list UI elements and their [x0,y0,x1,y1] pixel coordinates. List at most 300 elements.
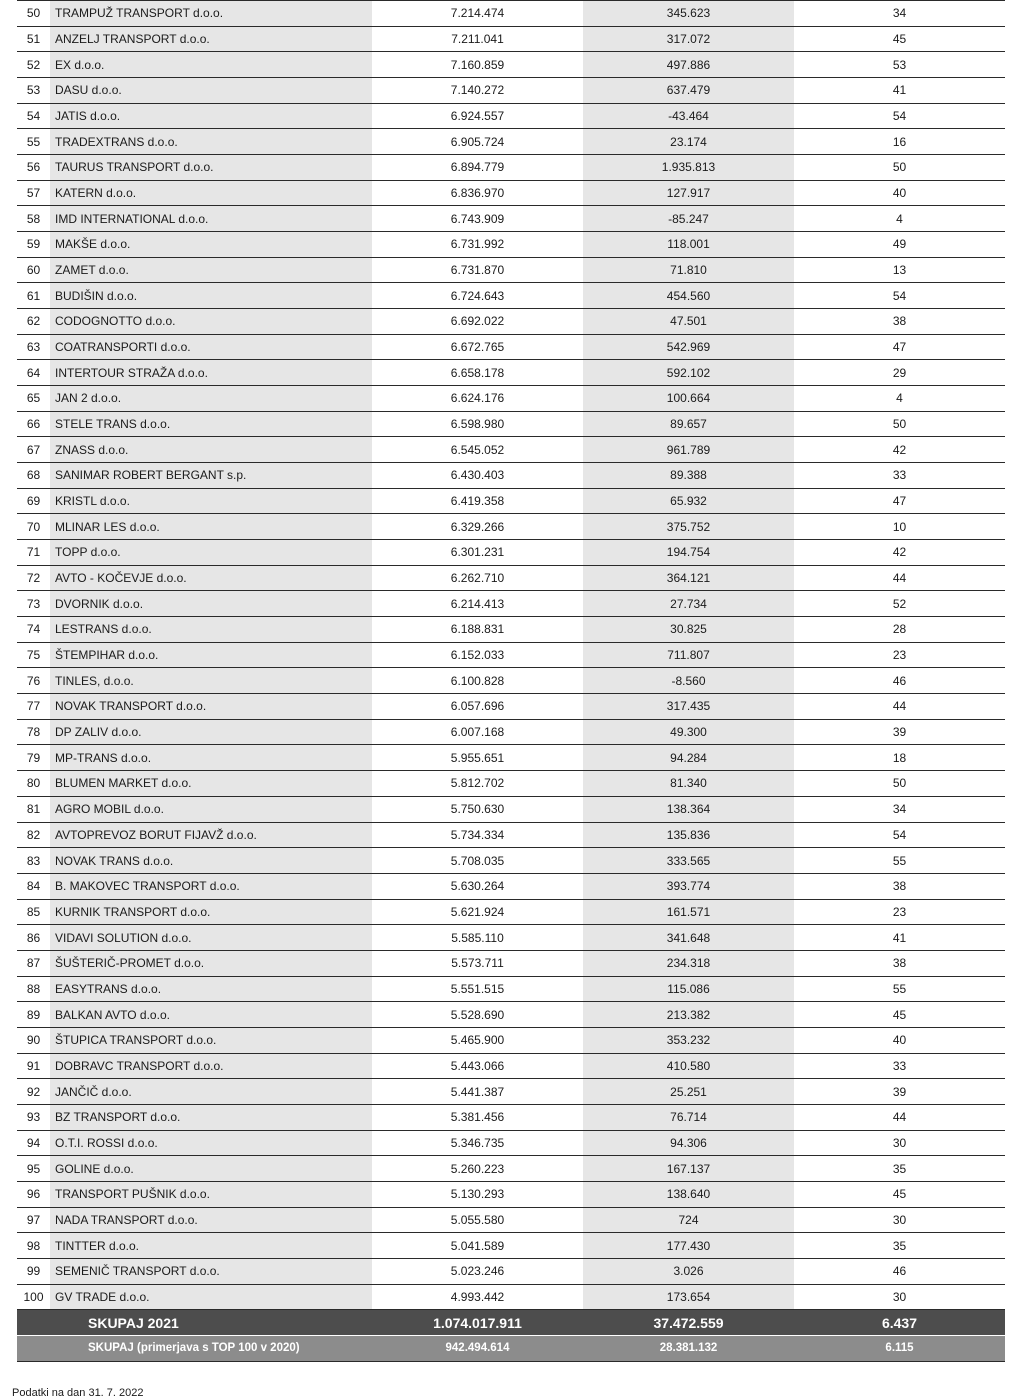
company-name-cell: KRISTL d.o.o. [50,488,372,514]
value-3-cell: 18 [794,745,1005,771]
value-2-cell: 138.364 [583,796,794,822]
value-2-cell: 25.251 [583,1079,794,1105]
value-1-cell: 6.100.828 [372,668,583,694]
company-name-cell: CODOGNOTTO d.o.o. [50,309,372,335]
company-name-cell: MAKŠE d.o.o. [50,232,372,258]
company-name-cell: AGRO MOBIL d.o.o. [50,796,372,822]
value-1-cell: 6.007.168 [372,719,583,745]
value-2-cell: 89.657 [583,411,794,437]
rank-cell: 77 [17,694,50,720]
table-row [17,180,1005,206]
company-name-cell: BALKAN AVTO d.o.o. [50,1002,372,1028]
value-3-cell: 34 [794,796,1005,822]
value-3-cell: 44 [794,565,1005,591]
value-2-cell: 317.072 [583,26,794,52]
rank-cell: 99 [17,1258,50,1284]
company-name-cell: COATRANSPORTI d.o.o. [50,334,372,360]
value-3-cell: 4 [794,206,1005,232]
table-row [17,1207,1005,1233]
company-name-cell: MLINAR LES d.o.o. [50,514,372,540]
value-1-cell: 5.441.387 [372,1079,583,1105]
value-3-cell: 45 [794,26,1005,52]
value-2-cell: 213.382 [583,1002,794,1028]
rank-cell: 76 [17,668,50,694]
comparison-label: SKUPAJ (primerjava s TOP 100 v 2020) [50,1335,372,1361]
value-2-cell: 47.501 [583,309,794,335]
table-row [17,78,1005,104]
value-1-cell: 7.140.272 [372,78,583,104]
rank-cell: 91 [17,1053,50,1079]
value-1-cell: 5.443.066 [372,1053,583,1079]
company-name-cell: AVTOPREVOZ BORUT FIJAVŽ d.o.o. [50,822,372,848]
table-row [17,463,1005,489]
table-row [17,642,1005,668]
rank-cell: 87 [17,950,50,976]
rank-cell: 73 [17,591,50,617]
ranking-table [17,0,1005,1362]
table-row [17,334,1005,360]
value-1-cell: 5.381.456 [372,1104,583,1130]
value-1-cell: 5.551.515 [372,976,583,1002]
total-value-1: 1.074.017.911 [372,1310,583,1336]
value-3-cell: 46 [794,1258,1005,1284]
value-3-cell: 35 [794,1156,1005,1182]
value-3-cell: 44 [794,1104,1005,1130]
rank-cell: 71 [17,540,50,566]
value-2-cell: 961.789 [583,437,794,463]
value-2-cell: 393.774 [583,873,794,899]
value-2-cell: 118.001 [583,232,794,258]
rank-cell: 55 [17,129,50,155]
value-1-cell: 6.924.557 [372,103,583,129]
rank-cell: 59 [17,232,50,258]
value-2-cell: 177.430 [583,1233,794,1259]
company-name-cell: TINTTER d.o.o. [50,1233,372,1259]
company-name-cell: VIDAVI SOLUTION d.o.o. [50,925,372,951]
company-name-cell: TRANSPORT PUŠNIK d.o.o. [50,1181,372,1207]
company-name-cell: TAURUS TRANSPORT d.o.o. [50,155,372,181]
rank-cell: 57 [17,180,50,206]
value-3-cell: 30 [794,1130,1005,1156]
value-1-cell: 5.528.690 [372,1002,583,1028]
company-name-cell: BUDIŠIN d.o.o. [50,283,372,309]
value-2-cell: 724 [583,1207,794,1233]
value-1-cell: 6.731.870 [372,257,583,283]
value-1-cell: 6.329.266 [372,514,583,540]
total-value-2: 37.472.559 [583,1310,794,1336]
table-row [17,360,1005,386]
value-1-cell: 6.658.178 [372,360,583,386]
value-1-cell: 5.734.334 [372,822,583,848]
table-row [17,1130,1005,1156]
company-name-cell: ZAMET d.o.o. [50,257,372,283]
comparison-row [17,1335,1005,1361]
value-2-cell: 1.935.813 [583,155,794,181]
company-name-cell: SEMENIČ TRANSPORT d.o.o. [50,1258,372,1284]
value-3-cell: 13 [794,257,1005,283]
value-2-cell: 81.340 [583,771,794,797]
value-1-cell: 6.262.710 [372,565,583,591]
rank-cell: 90 [17,1027,50,1053]
value-1-cell: 5.630.264 [372,873,583,899]
company-name-cell: JATIS d.o.o. [50,103,372,129]
value-1-cell: 6.188.831 [372,617,583,643]
value-3-cell: 45 [794,1002,1005,1028]
value-1-cell: 5.812.702 [372,771,583,797]
value-1-cell: 6.057.696 [372,694,583,720]
value-3-cell: 45 [794,1181,1005,1207]
company-name-cell: BZ TRANSPORT d.o.o. [50,1104,372,1130]
company-name-cell: MP-TRANS d.o.o. [50,745,372,771]
rank-cell: 53 [17,78,50,104]
rank-cell: 85 [17,899,50,925]
rank-cell: 68 [17,463,50,489]
rank-cell: 60 [17,257,50,283]
value-2-cell: 364.121 [583,565,794,591]
value-3-cell: 50 [794,411,1005,437]
company-name-cell: EASYTRANS d.o.o. [50,976,372,1002]
value-2-cell: 127.917 [583,180,794,206]
value-2-cell: 711.807 [583,642,794,668]
value-3-cell: 55 [794,848,1005,874]
rank-cell: 93 [17,1104,50,1130]
rank-cell: 52 [17,52,50,78]
value-3-cell: 46 [794,668,1005,694]
value-2-cell: 194.754 [583,540,794,566]
company-name-cell: KATERN d.o.o. [50,180,372,206]
value-3-cell: 29 [794,360,1005,386]
value-2-cell: 161.571 [583,899,794,925]
rank-cell: 69 [17,488,50,514]
company-name-cell: DOBRAVC TRANSPORT d.o.o. [50,1053,372,1079]
rank-cell: 89 [17,1002,50,1028]
table-row [17,386,1005,412]
value-1-cell: 6.731.992 [372,232,583,258]
table-row [17,488,1005,514]
value-1-cell: 6.624.176 [372,386,583,412]
value-2-cell: 317.435 [583,694,794,720]
company-name-cell: JAN 2 d.o.o. [50,386,372,412]
value-2-cell: 89.388 [583,463,794,489]
rank-cell: 51 [17,26,50,52]
rank-cell: 95 [17,1156,50,1182]
company-name-cell: KURNIK TRANSPORT d.o.o. [50,899,372,925]
value-3-cell: 40 [794,180,1005,206]
company-name-cell: IMD INTERNATIONAL d.o.o. [50,206,372,232]
rank-cell: 96 [17,1181,50,1207]
value-1-cell: 5.750.630 [372,796,583,822]
table-row [17,309,1005,335]
rank-cell: 65 [17,386,50,412]
table-row [17,976,1005,1002]
value-2-cell: 375.752 [583,514,794,540]
table-row [17,771,1005,797]
value-3-cell: 10 [794,514,1005,540]
table-row [17,617,1005,643]
company-name-cell: TRAMPUŽ TRANSPORT d.o.o. [50,1,372,27]
company-name-cell: TINLES, d.o.o. [50,668,372,694]
value-3-cell: 50 [794,771,1005,797]
value-1-cell: 5.346.735 [372,1130,583,1156]
table-row [17,565,1005,591]
company-name-cell: INTERTOUR STRAŽA d.o.o. [50,360,372,386]
value-3-cell: 39 [794,719,1005,745]
table-row [17,796,1005,822]
footnote: Podatki na dan 31. 7. 2022 [12,1387,144,1399]
company-name-cell: NOVAK TRANS d.o.o. [50,848,372,874]
value-2-cell: 3.026 [583,1258,794,1284]
rank-cell: 74 [17,617,50,643]
value-2-cell: 94.284 [583,745,794,771]
table-row [17,848,1005,874]
rank-cell: 81 [17,796,50,822]
rank-cell: 70 [17,514,50,540]
table-row [17,1053,1005,1079]
company-name-cell: LESTRANS d.o.o. [50,617,372,643]
company-name-cell: B. MAKOVEC TRANSPORT d.o.o. [50,873,372,899]
rank-cell: 94 [17,1130,50,1156]
value-1-cell: 4.993.442 [372,1284,583,1310]
value-2-cell: 333.565 [583,848,794,874]
value-1-cell: 5.465.900 [372,1027,583,1053]
ranking-table-body [17,1,1005,1310]
value-3-cell: 30 [794,1207,1005,1233]
company-name-cell: GOLINE d.o.o. [50,1156,372,1182]
value-2-cell: 353.232 [583,1027,794,1053]
table-row [17,1284,1005,1310]
rank-cell: 66 [17,411,50,437]
rank-cell: 82 [17,822,50,848]
table-row [17,719,1005,745]
table-row [17,822,1005,848]
value-2-cell: 71.810 [583,257,794,283]
table-row [17,411,1005,437]
rank-cell: 88 [17,976,50,1002]
company-name-cell: GV TRADE d.o.o. [50,1284,372,1310]
rank-cell: 56 [17,155,50,181]
value-2-cell: 173.654 [583,1284,794,1310]
rank-cell: 84 [17,873,50,899]
value-1-cell: 6.894.779 [372,155,583,181]
value-2-cell: 135.836 [583,822,794,848]
value-3-cell: 54 [794,283,1005,309]
company-name-cell: DVORNIK d.o.o. [50,591,372,617]
value-2-cell: 345.623 [583,1,794,27]
value-3-cell: 47 [794,488,1005,514]
table-row [17,950,1005,976]
value-2-cell: 454.560 [583,283,794,309]
value-3-cell: 35 [794,1233,1005,1259]
totals-section [17,1310,1005,1361]
rank-cell: 92 [17,1079,50,1105]
value-3-cell: 4 [794,386,1005,412]
value-3-cell: 41 [794,78,1005,104]
value-1-cell: 6.598.980 [372,411,583,437]
comparison-value-1: 942.494.614 [372,1335,583,1361]
comparison-value-3: 6.115 [794,1335,1005,1361]
table-row [17,155,1005,181]
value-3-cell: 33 [794,463,1005,489]
table-row [17,591,1005,617]
value-3-cell: 42 [794,540,1005,566]
comparison-value-2: 28.381.132 [583,1335,794,1361]
value-2-cell: 94.306 [583,1130,794,1156]
table-row [17,1104,1005,1130]
value-2-cell: 49.300 [583,719,794,745]
table-row [17,52,1005,78]
company-name-cell: JANČIČ d.o.o. [50,1079,372,1105]
table-row [17,1258,1005,1284]
value-2-cell: 23.174 [583,129,794,155]
rank-cell: 62 [17,309,50,335]
rank-cell: 78 [17,719,50,745]
value-3-cell: 41 [794,925,1005,951]
value-3-cell: 34 [794,1,1005,27]
value-1-cell: 6.692.022 [372,309,583,335]
value-1-cell: 5.708.035 [372,848,583,874]
value-2-cell: 234.318 [583,950,794,976]
value-3-cell: 52 [794,591,1005,617]
table-row [17,899,1005,925]
value-1-cell: 6.419.358 [372,488,583,514]
company-name-cell: ŠTUPICA TRANSPORT d.o.o. [50,1027,372,1053]
company-name-cell: AVTO - KOČEVJE d.o.o. [50,565,372,591]
rank-cell: 83 [17,848,50,874]
company-name-cell: DP ZALIV d.o.o. [50,719,372,745]
value-1-cell: 5.955.651 [372,745,583,771]
value-1-cell: 5.041.589 [372,1233,583,1259]
table-row [17,873,1005,899]
table-row [17,668,1005,694]
rank-cell: 97 [17,1207,50,1233]
rank-cell: 64 [17,360,50,386]
value-1-cell: 7.160.859 [372,52,583,78]
value-1-cell: 6.905.724 [372,129,583,155]
value-3-cell: 47 [794,334,1005,360]
value-3-cell: 38 [794,873,1005,899]
table-row [17,257,1005,283]
value-1-cell: 7.211.041 [372,26,583,52]
value-2-cell: 76.714 [583,1104,794,1130]
value-3-cell: 40 [794,1027,1005,1053]
value-2-cell: -8.560 [583,668,794,694]
value-2-cell: 497.886 [583,52,794,78]
value-3-cell: 38 [794,309,1005,335]
table-row [17,1002,1005,1028]
rank-cell: 54 [17,103,50,129]
company-name-cell: ŠTEMPIHAR d.o.o. [50,642,372,668]
value-1-cell: 5.260.223 [372,1156,583,1182]
value-1-cell: 6.836.970 [372,180,583,206]
value-3-cell: 53 [794,52,1005,78]
value-3-cell: 28 [794,617,1005,643]
value-3-cell: 50 [794,155,1005,181]
rank-cell: 86 [17,925,50,951]
value-3-cell: 54 [794,103,1005,129]
value-1-cell: 5.573.711 [372,950,583,976]
value-2-cell: 30.825 [583,617,794,643]
table-row [17,129,1005,155]
value-3-cell: 55 [794,976,1005,1002]
value-3-cell: 54 [794,822,1005,848]
table-row [17,745,1005,771]
value-1-cell: 5.130.293 [372,1181,583,1207]
table-row [17,1233,1005,1259]
company-name-cell: EX d.o.o. [50,52,372,78]
value-3-cell: 23 [794,642,1005,668]
company-name-cell: NOVAK TRANSPORT d.o.o. [50,694,372,720]
company-name-cell: O.T.I. ROSSI d.o.o. [50,1130,372,1156]
value-1-cell: 6.214.413 [372,591,583,617]
table-row [17,1181,1005,1207]
rank-cell: 63 [17,334,50,360]
value-1-cell: 6.301.231 [372,540,583,566]
rank-cell: 80 [17,771,50,797]
total-label: SKUPAJ 2021 [50,1310,372,1336]
table-row [17,694,1005,720]
table-row [17,1027,1005,1053]
value-1-cell: 6.724.643 [372,283,583,309]
value-2-cell: 410.580 [583,1053,794,1079]
value-2-cell: -43.464 [583,103,794,129]
table-row [17,1156,1005,1182]
value-3-cell: 23 [794,899,1005,925]
company-name-cell: STELE TRANS d.o.o. [50,411,372,437]
value-2-cell: 100.664 [583,386,794,412]
value-3-cell: 44 [794,694,1005,720]
comparison-rank-cell [17,1335,50,1361]
value-3-cell: 16 [794,129,1005,155]
company-name-cell: ANZELJ TRANSPORT d.o.o. [50,26,372,52]
company-name-cell: ŠUŠTERIČ-PROMET d.o.o. [50,950,372,976]
table-row [17,540,1005,566]
value-1-cell: 7.214.474 [372,1,583,27]
value-1-cell: 6.672.765 [372,334,583,360]
company-name-cell: ZNASS d.o.o. [50,437,372,463]
rank-cell: 79 [17,745,50,771]
company-name-cell: SANIMAR ROBERT BERGANT s.p. [50,463,372,489]
value-2-cell: -85.247 [583,206,794,232]
value-2-cell: 65.932 [583,488,794,514]
table-row [17,232,1005,258]
value-1-cell: 6.430.403 [372,463,583,489]
value-1-cell: 6.743.909 [372,206,583,232]
company-name-cell: DASU d.o.o. [50,78,372,104]
value-2-cell: 115.086 [583,976,794,1002]
total-row [17,1310,1005,1336]
table-row [17,103,1005,129]
rank-cell: 98 [17,1233,50,1259]
table-row [17,925,1005,951]
value-2-cell: 542.969 [583,334,794,360]
rank-cell: 75 [17,642,50,668]
table-row [17,514,1005,540]
value-2-cell: 138.640 [583,1181,794,1207]
value-3-cell: 42 [794,437,1005,463]
value-3-cell: 33 [794,1053,1005,1079]
value-1-cell: 6.152.033 [372,642,583,668]
value-1-cell: 5.023.246 [372,1258,583,1284]
total-value-3: 6.437 [794,1310,1005,1336]
rank-cell: 100 [17,1284,50,1310]
value-3-cell: 30 [794,1284,1005,1310]
value-3-cell: 38 [794,950,1005,976]
rank-cell: 67 [17,437,50,463]
rank-cell: 58 [17,206,50,232]
total-rank-cell [17,1310,50,1336]
company-name-cell: TOPP d.o.o. [50,540,372,566]
value-2-cell: 592.102 [583,360,794,386]
